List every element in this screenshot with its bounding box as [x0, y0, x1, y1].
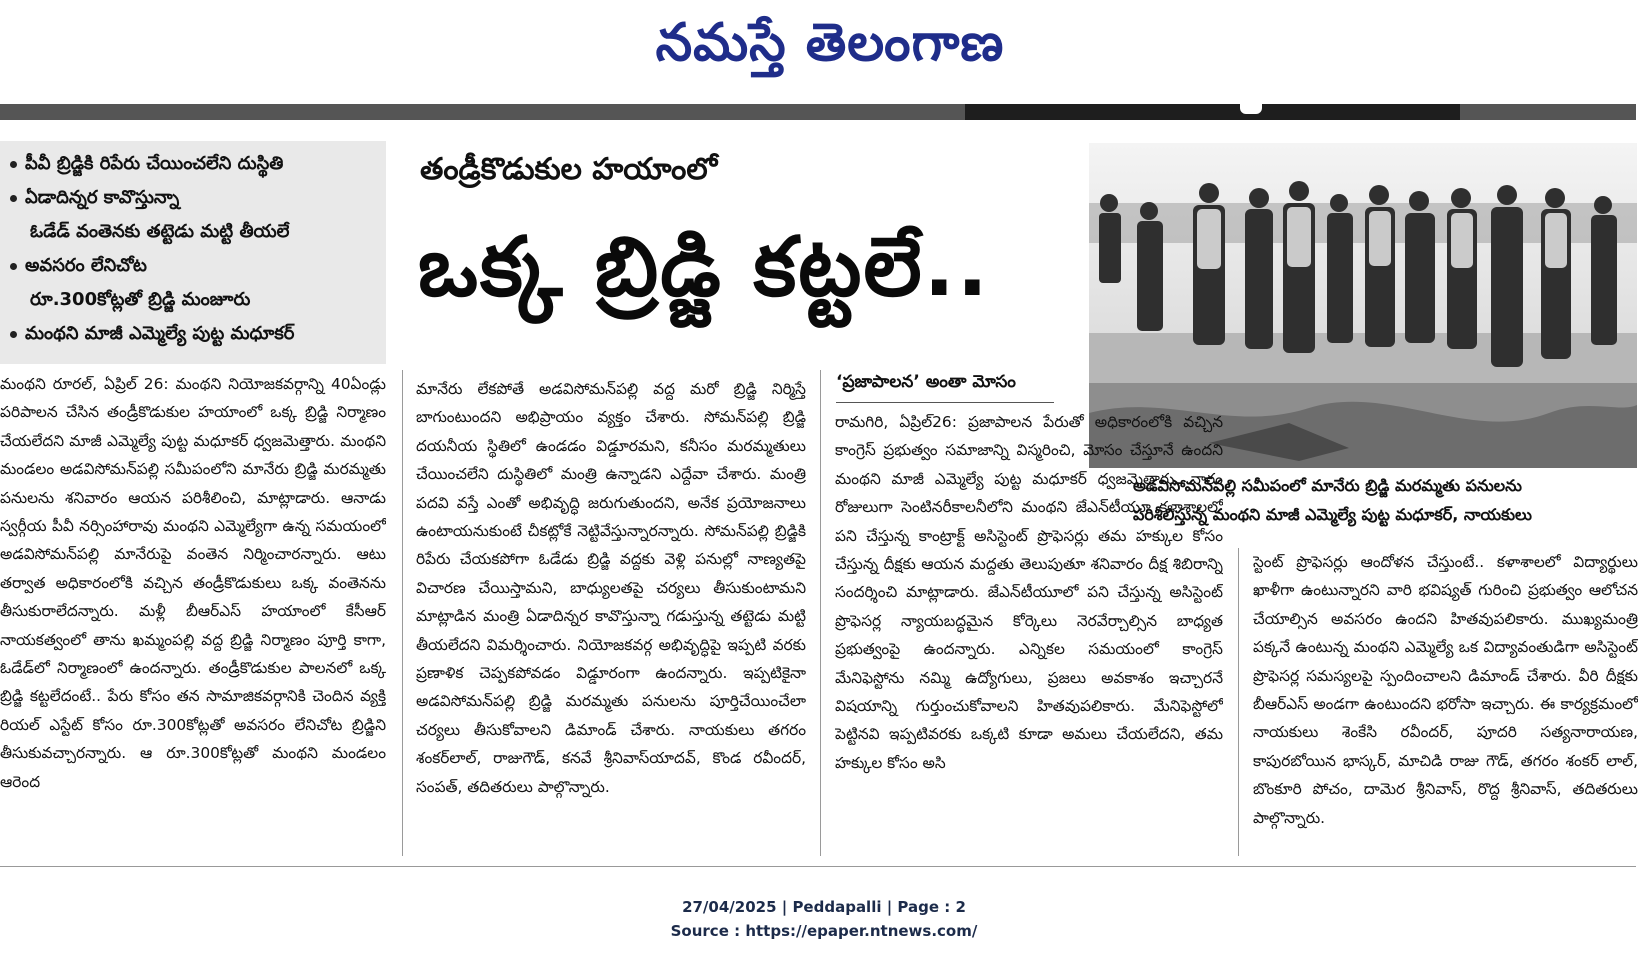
header-rule-dark: [965, 104, 1460, 120]
sidebar-body-text: రామగిరి, ఏప్రిల్26: ప్రజాపాలన పేరుతో అధికారంలోకి వచ్చిన కాంగ్రెస్ ప్రభుత్వం సమాజాన్ని విస్మరించి, మోసం చేస్తూనే ఉందని మంథని మాజీ ఎమ్మెల్యే పుట్ట మధూకర్ ధ్వజమెత్తారు. వారం రోజులుగా సెంటినరీకాలనీలోని మంథని జేఎన్‌టీయూ కళాశాలలో పని చేస్తున్న కాంట్రాక్ట్ అసిస్టెంట్ ప్రొఫెసర్లు తమ హక్కుల కోసం చేస్తున్న దీక్షకు ఆయన మద్దతు తెలుపుతూ శనివారం దీక్ష శిబిరాన్ని సందర్శించి మాట్లాడారు. జేఎన్‌టీయూలో పని చేస్తున్న అసిస్టెంట్ ప్రొఫెసర్ల న్యాయబద్ధమైన కోర్కెలు నెరవేర్చాల్సిన బాధ్యత ప్రభుత్వంపై ఉందన్నారు. ఎన్నికల సమయంలో కాంగ్రెస్ మేనిఫెస్టోను నమ్మి ఉద్యోగులు, ప్రజలు అవకాశం ఇచ్చారనే విషయాన్ని గుర్తుంచుకోవాలని హితవుపలికారు. మేనిఫెస్టోలో పెట్టినవి ఇప్పటివరకు ఒక్కటి కూడా అమలు చేయలేదని, తమ హక్కుల కోసం అసి: [835, 413, 1223, 772]
bullet-icon: [10, 161, 17, 168]
sidebar-column-1: [835, 408, 1223, 856]
article-headline: ఒక్క బ్రిడ్జి కట్టలే..: [418, 220, 990, 315]
footer-source: Source : https://epaper.ntnews.com/: [670, 922, 978, 940]
page-bottom-rule: [0, 866, 1636, 867]
footer-date-page: 27/04/2025 | Peddapalli | Page : 2: [682, 898, 966, 916]
highlight-item: మంథని మాజీ ఎమ్మెల్యే పుట్ట మధూకర్: [10, 323, 294, 348]
highlights-box: [0, 141, 386, 364]
photo-caption-line2: పరిశీలిస్తున్న మంథని మాజీ ఎమ్మెల్యే పుట్ట మధూకర్, నాయకులు: [1133, 505, 1532, 524]
highlight-item: పీవీ బ్రిడ్జికి రిపేరు చేయించలేని దుస్థితి: [10, 153, 283, 178]
highlight-item: అవసరం లేనిచోట: [10, 255, 147, 280]
highlight-item: ఏడాదిన్నర కావొస్తున్నా: [10, 187, 179, 212]
column-divider: [402, 370, 403, 856]
photo-caption-line1: అడవిసోమన్‌పల్లి సమీపంలో మానేరు బ్రిడ్జి మరమ్మతు పనులను: [1133, 476, 1522, 495]
highlight-item: ఓడేడ్ వంతెనకు తట్టెడు మట్టి తీయలే: [30, 221, 290, 242]
article-column-1: [0, 370, 386, 856]
subhead-underline: [836, 402, 1054, 403]
article-body-text: మంథని రూరల్, ఏప్రిల్ 26: మంథని నియోజకవర్గాన్ని 40ఏండ్లు పరిపాలన చేసిన తండ్రీకొడుకుల హయాంలో ఒక్క బ్రిడ్జి నిర్మాణం చేయలేదని మాజీ ఎమ్మెల్యే పుట్ట మధూకర్ ధ్వజమెత్తారు. మంథని మండలం అడవిసోమన్‌పల్లి సమీపంలోని మానేరు బ్రిడ్జి మరమ్మతు పనులను శనివారం ఆయన పరిశీలించి, మాట్లాడారు. ఆనాడు స్వర్గీయ పీవీ నర్సింహారావు మంథని ఎమ్మెల్యేగా ఉన్న సమయంలో అడవిసోమన్‌పల్లి మానేరుపై వంతెన నిర్మించారన్నారు. ఆటు తర్వాత అధికారంలోకి వచ్చిన తండ్రీకొడుకులు ఒక్క వంతెనను తీసుకురాలేదన్నారు. మళ్లీ బీఆర్‌ఎస్ హయాంలో కేసీఆర్ నాయకత్వంలో తాను ఖమ్మంపల్లి వద్ద బ్రిడ్జి నిర్మాణం పూర్తి కాగా, ఓడేడ్‌లో నిర్మాణంలో ఉందన్నారు. తండ్రీకొడుకుల పాలనలో ఒక్క బ్రిడ్జి కట్టలేదంటే.. పేరు కోసం తన సామాజికవర్గానికి చెందిన వ్యక్తి రియల్ ఎస్టేట్ కోసం రూ.300కోట్లతో అవసరం లేనిచోట బ్రిడ్జిని తీసుకువచ్చారన్నారు. ఆ రూ.300కోట్లతో మంథని మండలం ఆరెంద: [0, 375, 386, 791]
bullet-icon: [10, 263, 17, 270]
column-divider: [1238, 548, 1239, 856]
column-divider: [820, 370, 821, 856]
header-rule-notch: [1240, 104, 1262, 114]
article-column-2: [416, 375, 806, 856]
highlight-item: రూ.300కోట్లతో బ్రిడ్జి మంజూరు: [30, 289, 251, 310]
bullet-icon: [10, 331, 17, 338]
article-kicker: తండ్రీకొడుకుల హయాంలో: [420, 152, 718, 187]
sidebar-body-text: స్టెంట్ ప్రొఫెసర్లు ఆందోళన చేస్తుంటే.. కళాశాలలో విద్యార్థులు ఖాళీగా ఉంటున్నారని వారి భవిష్యత్ గురించి ప్రభుత్వం ఆలోచన చేయాల్సిన అవసరం ఉందని హితవుపలికారు. ముఖ్యమంత్రి పక్కనే ఉంటున్న మంథని ఎమ్మెల్యే ఒక విద్యావంతుడిగా అసిస్టెంట్ ప్రొఫెసర్ల సమస్యలపై స్పందించాలని డిమాండ్ చేశారు. వీరి దీక్షకు బీఆర్‌ఎస్ అండగా ఉంటుందని భరోసా ఇచ్చారు. ఈ కార్యక్రమంలో నాయకులు శెంకేసి రవీందర్, పూదరి సత్యనారాయణ, కాపురబోయిన భాస్కర్, మాచిడి రాజు గౌడ్, తగరం శంకర్ లాల్, బొంకూరి పోచం, దామెర శ్రీనివాస్, రొద్ద శ్రీనివాస్, తదితరులు పాల్గొన్నారు.: [1253, 553, 1638, 827]
sidebar-column-2: [1253, 548, 1638, 856]
header-rule-right: [1460, 104, 1636, 120]
header-rule-left: [0, 104, 965, 120]
article-body-text: మానేరు లేకపోతే అడవిసోమన్‌పల్లి వద్ద మరో బ్రిడ్జి నిర్మిస్తే బాగుంటుందని అభిప్రాయం వ్యక్తం చేశారు. సోమన్‌పల్లి బ్రిడ్జి దయనీయ స్థితిలో ఉండడం విడ్డూరమని, కనీసం మరమ్మతులు చేయించలేని దుస్థితిలో మంత్రి ఉన్నాడని ఎద్దేవా చేశారు. మంత్రి పదవి వస్తే ఎంతో అభివృద్ధి జరుగుతుందని, అనేక ప్రయోజనాలు ఉంటాయనుకుంటే చీకట్లోకే నెట్టివేస్తున్నారన్నారు. సోమన్‌పల్లి బ్రిడ్జికి రిపేరు చేయకపోగా ఓడేడు బ్రిడ్జి వద్దకు వెళ్లి పనుల్లో నాణ్యతపై విచారణ చేయిస్తామని, బాధ్యులతపై చర్యలు తీసుకుంటామని మాట్లాడిన మంత్రి ఏడాదిన్నర కావొస్తున్నా గడుస్తున్న తట్టెడు మట్టి తీయలేదని విమర్శించారు. నియోజకవర్గ అభివృద్ధిపై ఇప్పటి వరకు ప్రణాళిక చెప్పకపోవడం విడ్డూరంగా ఉందన్నారు. ఇప్పటికైనా అడవిసోమన్‌పల్లి బ్రిడ్జి మరమ్మతు పనులను పూర్తిచేయించేలా చర్యలు తీసుకోవాలని డిమాండ్ చేశారు. నాయకులు తగరం శంకర్‌లాల్, రాజుగౌడ్, కనవే శ్రీనివాస్‌యాదవ్, కొండ రవీందర్, సంపత్, తదితరులు పాల్గొన్నారు.: [416, 380, 806, 796]
bullet-icon: [10, 195, 17, 202]
sidebar-story-subhead: ‘ప్రజాపాలన’ అంతా మోసం: [836, 372, 1016, 392]
masthead-logo: నమస్తే తెలంగాణ: [655, 12, 1005, 73]
